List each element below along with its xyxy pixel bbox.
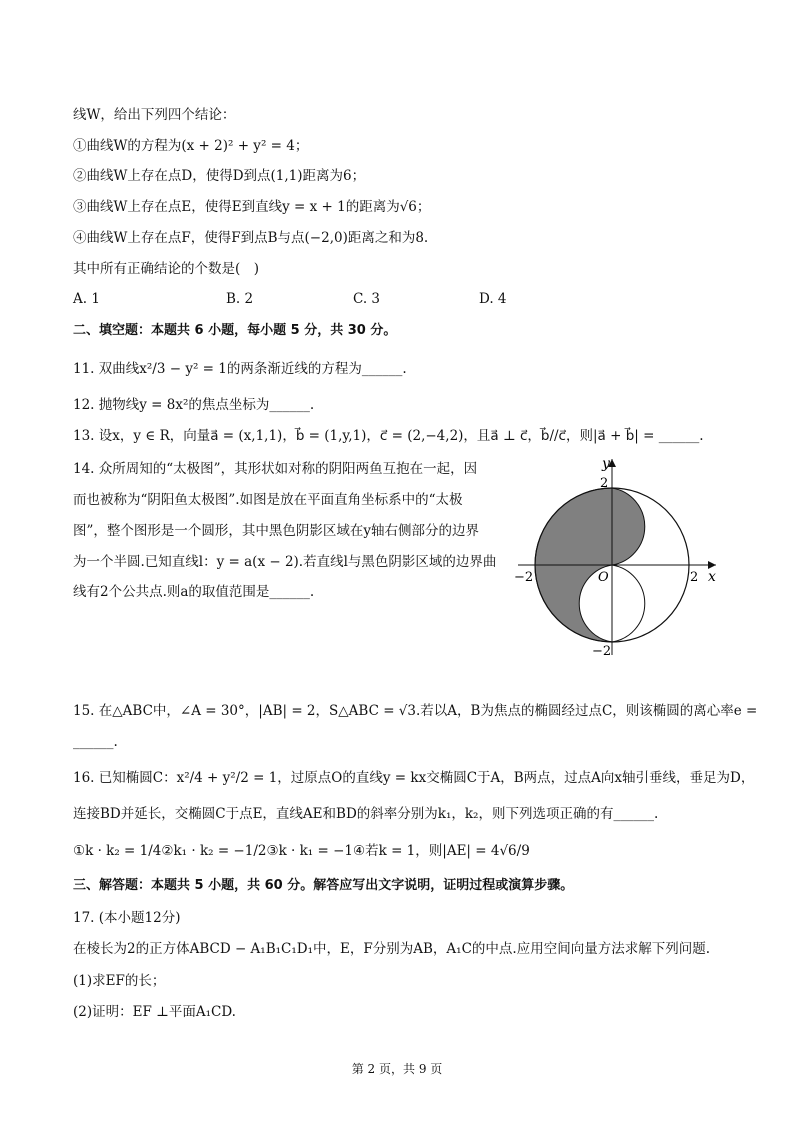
- conclusion-1: ①曲线W的方程为(x + 2)² + y² = 4；: [73, 138, 309, 154]
- tick-pos-y: 2: [600, 476, 609, 491]
- tick-neg-y: −2: [592, 644, 612, 659]
- taiji-figure: [508, 455, 724, 665]
- section-3-heading: 三、解答题：本题共 5 小题，共 60 分。解答应写出文字说明，证明过程或演算步骤。: [73, 878, 574, 893]
- question-16-options: ①k · k₂ = 1/4②k₁ · k₂ = −1/2③k · k₁ = −1④若k = 1，则|AE| = 4√6/9: [73, 843, 530, 859]
- question-14-line-1: 14. 众所周知的“太极图”，其形状如对称的阴阳两鱼互抱在一起，因: [73, 461, 478, 477]
- question-14-line-5: 线有2个公共点.则a的取值范围是______.: [73, 584, 315, 600]
- option-c: C. 3: [353, 291, 381, 307]
- question-11: 11. 双曲线x²/3 − y² = 1的两条渐近线的方程为______.: [73, 361, 407, 377]
- conclusion-2: ②曲线W上存在点D，使得D到点(1,1)距离为6；: [73, 168, 366, 184]
- intro-text: 线W，给出下列四个结论：: [73, 107, 236, 123]
- question-15-line-1: 15. 在△ABC中，∠A = 30°，|AB| = 2，S△ABC = √3.若以A，B为焦点的椭圆经过点C，则该椭圆的离心率e =: [73, 703, 758, 719]
- question-13: 13. 设x，y ∈ R，向量a⃗ = (x,1,1)，b⃗ = (1,y,1)，c⃗ = (2,−4,2)，且a⃗ ⊥ c⃗，b⃗//c⃗，则|a⃗ + b⃗| = ______.: [73, 428, 704, 444]
- option-b: B. 2: [226, 291, 254, 307]
- x-axis-label: x: [708, 569, 716, 585]
- section-2-heading: 二、填空题：本题共 6 小题，每小题 5 分，共 30 分。: [73, 323, 397, 338]
- conclusion-4: ④曲线W上存在点F，使得F到点B与点(−2,0)距离之和为8.: [73, 230, 429, 246]
- question-14-line-2: 而也被称为“阴阳鱼太极图”.如图是放在平面直角坐标系中的“太极: [73, 492, 463, 508]
- question-17-part-1: (1)求EF的长；: [73, 973, 166, 989]
- option-a: A. 1: [73, 291, 100, 307]
- option-d: D. 4: [479, 291, 507, 307]
- question-16-line-2: 连接BD并延长，交椭圆C于点E，直线AE和BD的斜率分别为k₁，k₂，则下列选项正确的有______.: [73, 806, 659, 822]
- question-14-line-3: 图”，整个图形是一个圆形，其中黑色阴影区域在y轴右侧部分的边界: [73, 523, 480, 539]
- question-17-statement: 在棱长为2的正方体ABCD − A₁B₁C₁D₁中，E，F分别为AB，A₁C的中点.应用空间向量方法求解下列问题.: [73, 941, 710, 957]
- question-text: 其中所有正确结论的个数是( ): [73, 261, 260, 277]
- x-axis-arrow: [708, 561, 716, 569]
- conclusion-3: ③曲线W上存在点E，使得E到直线y = x + 1的距离为√6；: [73, 199, 431, 215]
- tick-neg-x: −2: [514, 570, 534, 585]
- question-14-line-4: 为一个半圆.已知直线l：y = a(x − 2).若直线l与黑色阴影区域的边界曲: [73, 554, 497, 570]
- question-15-line-2: ______.: [73, 734, 118, 750]
- origin-label: O: [598, 570, 609, 585]
- answer-options: [73, 291, 593, 309]
- question-12: 12. 抛物线y = 8x²的焦点坐标为______.: [73, 397, 315, 413]
- taiji-white-lobe-arc: [612, 565, 645, 642]
- tick-pos-x: 2: [690, 570, 699, 585]
- question-16-line-1: 16. 已知椭圆C：x²/4 + y²/2 = 1，过原点O的直线y = kx交椭圆C于A，B两点，过点A向x轴引垂线，垂足为D，: [73, 770, 755, 786]
- y-axis-label: y: [602, 456, 610, 472]
- question-17-title: 17. (本小题12分): [73, 910, 181, 926]
- question-17-part-2: (2)证明：EF ⊥平面A₁CD.: [73, 1004, 236, 1020]
- page-footer: 第 2 页，共 9 页: [351, 1062, 443, 1076]
